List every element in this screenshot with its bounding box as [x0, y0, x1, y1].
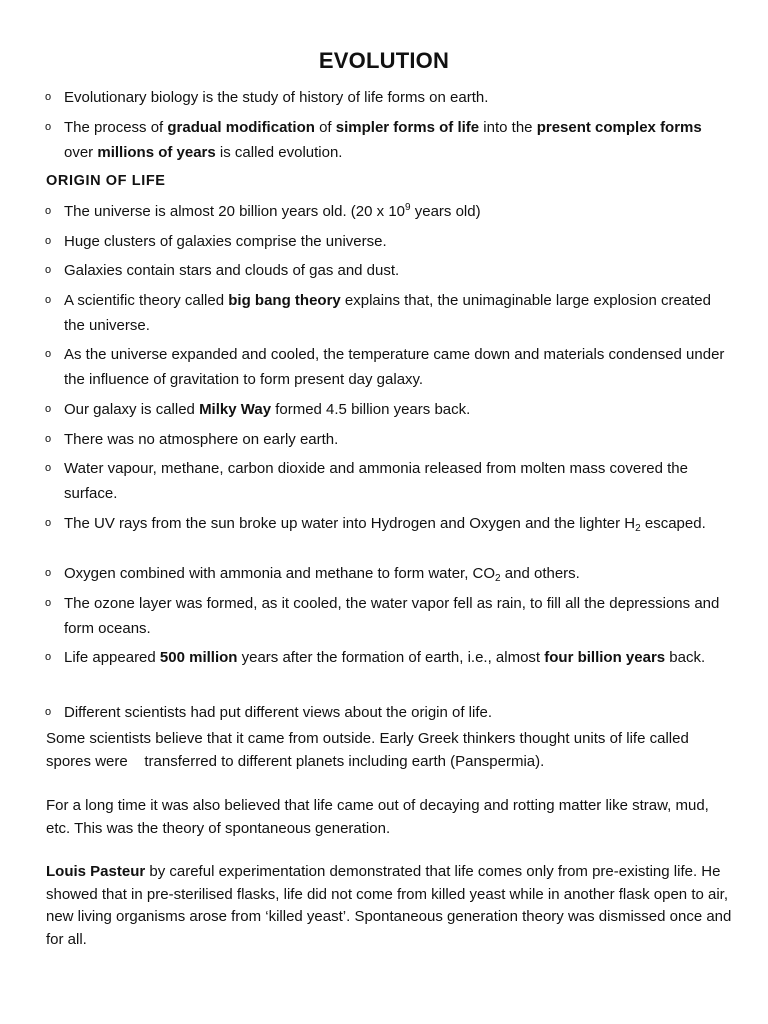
bullet-text: There was no atmosphere on early earth.: [64, 431, 339, 448]
bullet-text: As the universe expanded and cooled, the temperature came down and materials condensed under the influence of gravitation to form present day galaxy.: [64, 346, 725, 388]
origin-bullet: [40, 591, 730, 641]
bullet-text: Water vapour, methane, carbon dioxide and ammonia released from molten mass covered the surface.: [64, 460, 688, 502]
bullet-text: A scientific theory called big bang theory explains that, the unimaginable large explosion created the universe.: [64, 292, 711, 334]
origin-bullet: [40, 397, 730, 422]
origin-bullet: [40, 511, 730, 536]
bullet-text: The ozone layer was formed, as it cooled, the water vapor fell as rain, to fill all the depressions and form oceans.: [64, 595, 720, 637]
bullet-marker: o: [44, 348, 52, 360]
page-title: EVOLUTION: [318, 48, 450, 73]
bullet-marker: o: [44, 264, 52, 276]
paragraph-spontaneous-generation: For a long time it was also believed that life came out of decaying and rotting matter like straw, mud, etc. This was the theory of spontaneous generation.: [46, 797, 709, 837]
bullet-text: The process of gradual modification of simpler forms of life into the present complex forms over millions of years is called evolution.: [64, 119, 702, 161]
bullet-text: The universe is almost 20 billion years old. (20 x $10^9$ years old): [64, 202, 481, 220]
origin-bullet: [40, 342, 730, 392]
bullet-marker: o: [44, 403, 52, 415]
intro-bullet: [40, 85, 730, 110]
bullet-marker: o: [44, 462, 52, 474]
origin-bullet: [40, 229, 730, 254]
origin-bullet: [40, 427, 730, 452]
bullet-text: Oxygen combined with ammonia and methane to form water, $CO_2$ and others.: [64, 565, 580, 584]
bullet-text: Evolutionary biology is the study of history of life forms on earth.: [64, 89, 489, 106]
paragraph-panspermia: Some scientists believe that it came from outside. Early Greek thinkers thought units of life called spores were transferred to different planets including earth (Panspermia).: [46, 730, 689, 770]
bullet-text: Galaxies contain stars and clouds of gas and dust.: [64, 262, 400, 279]
bullet-text: Huge clusters of galaxies comprise the universe.: [64, 233, 387, 250]
paragraph-louis-pasteur: Louis Pasteur by careful experimentation demonstrated that life comes only from pre-existing life. He showed that in pre-sterilised flasks, life did not come from killed yeast while in another flask open to air, new living organisms arose from ‘killed yeast’. Spontaneous generation theory was dismissed once and for all.: [46, 863, 732, 948]
bullet-marker: o: [44, 706, 52, 718]
bullet-marker: o: [44, 517, 52, 529]
origin-bullet: [40, 288, 730, 338]
section-heading: ORIGIN OF LIFE: [46, 173, 166, 189]
bullet-text: Different scientists had put different views about the origin of life.: [64, 704, 493, 721]
origin-bullet: [40, 199, 730, 224]
bullet-marker: o: [44, 567, 52, 579]
bullet-marker: o: [44, 294, 52, 306]
origin-bullet: [40, 645, 730, 670]
bullet-marker: o: [44, 597, 52, 609]
bullet-marker: o: [44, 205, 52, 217]
bullet-marker: o: [44, 651, 52, 663]
bullet-marker: o: [44, 91, 52, 103]
origin-bullet: [40, 561, 730, 586]
bullet-text: Life appeared 500 million years after the formation of earth, i.e., almost four billion years back.: [64, 649, 706, 666]
origin-bullet: [40, 700, 730, 725]
intro-bullet: [40, 115, 730, 165]
bullet-marker: o: [44, 121, 52, 133]
origin-bullet: [40, 258, 730, 283]
bullet-text: The UV rays from the sun broke up water into Hydrogen and Oxygen and the lighter $H_2$ escaped.: [64, 515, 706, 534]
origin-bullet: [40, 456, 730, 506]
bullet-marker: o: [44, 235, 52, 247]
bullet-marker: o: [44, 433, 52, 445]
bullet-text: Our galaxy is called Milky Way formed 4.5 billion years back.: [64, 401, 471, 418]
